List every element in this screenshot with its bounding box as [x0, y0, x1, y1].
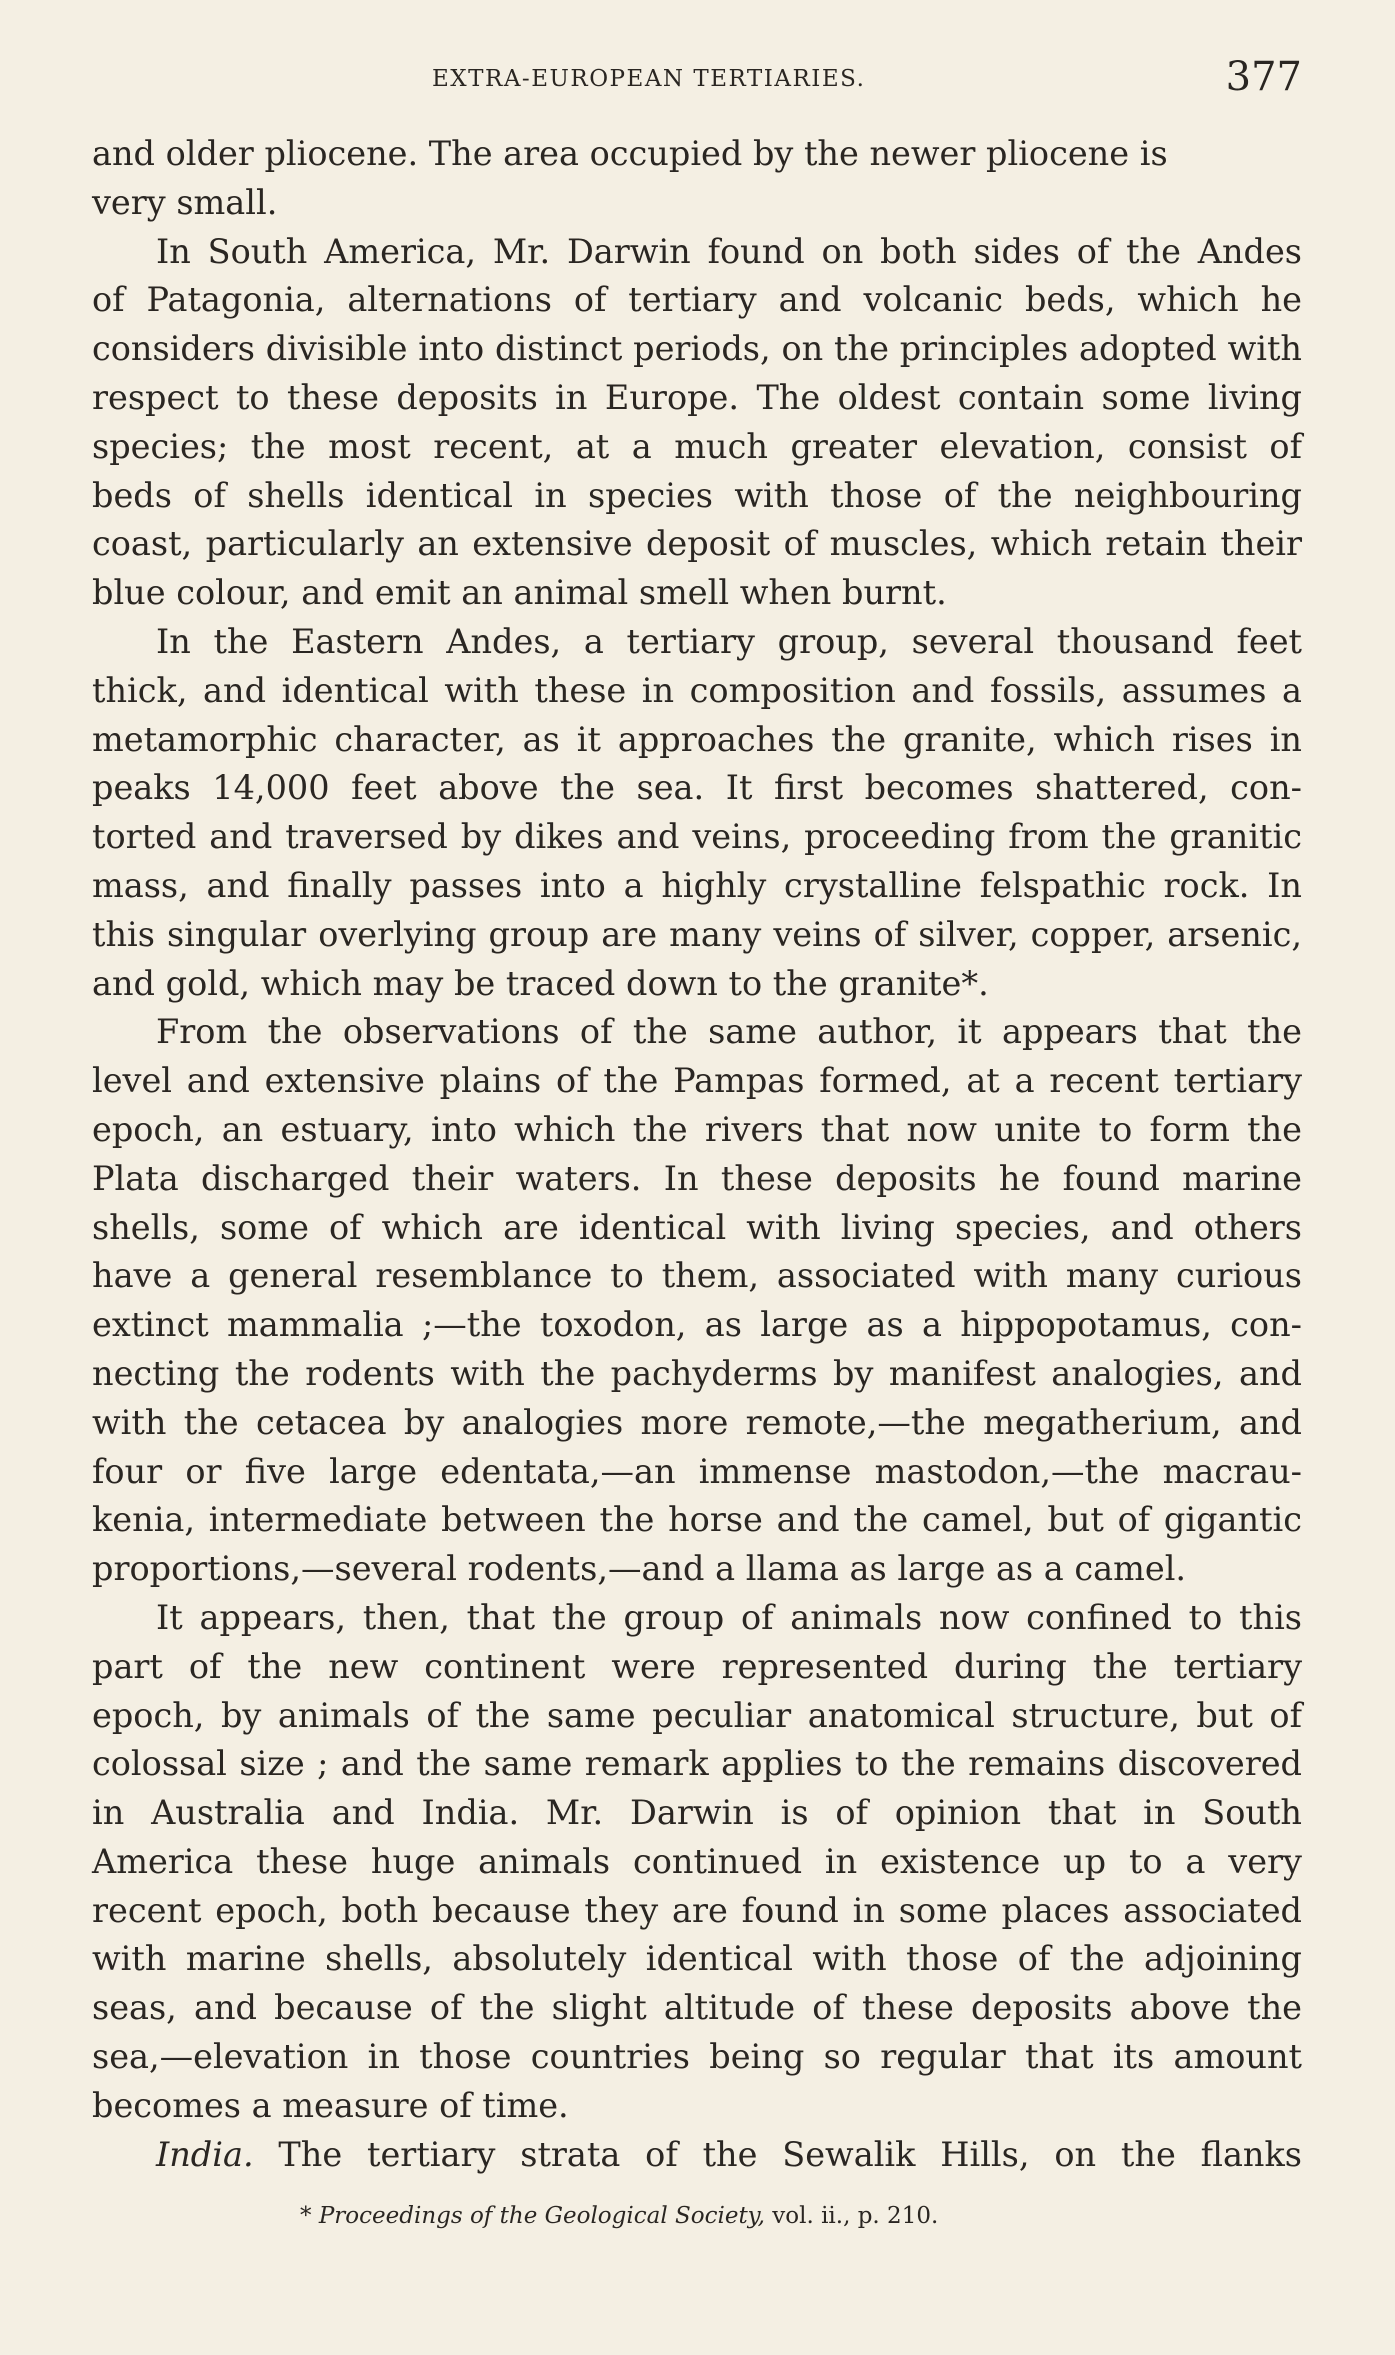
text-line: this singular overlying group are many veins of silver, copper, arsenic, [92, 914, 1302, 954]
text-line: colossal size ; and the same remark applies to the remains discovered [92, 1744, 1302, 1784]
text-line: four or five large edentata,—an immense mastodon,—the macrau- [92, 1451, 1302, 1491]
text-line: part of the new continent were represented during the tertiary [92, 1646, 1302, 1686]
text-line: Plata discharged their waters. In these deposits he found marine [92, 1158, 1302, 1198]
text-line: coast, particularly an extensive deposit of muscles, which retain their [92, 524, 1302, 564]
text-line: thick, and identical with these in composition and fossils, assumes a [92, 670, 1302, 710]
text-line: considers divisible into distinct periods, on the principles adopted with [92, 329, 1302, 369]
running-head: EXTRA-EUROPEAN TERTIARIES. [432, 66, 866, 92]
text-line: epoch, an estuary, into which the rivers that now unite to form the [92, 1109, 1302, 1149]
text-line: becomes a measure of time. [92, 2085, 569, 2125]
text-line: with marine shells, absolutely identical with those of the adjoining [92, 1939, 1302, 1979]
text-line: level and extensive plains of the Pampas formed, at a recent tertiary [92, 1061, 1302, 1101]
text-line: necting the rodents with the pachyderms by manifest analogies, and [92, 1353, 1302, 1393]
text-line: species; the most recent, at a much greater elevation, consist of [92, 426, 1302, 466]
text-line: kenia, intermediate between the horse and the camel, but of gigantic [92, 1500, 1302, 1540]
text-line: It appears, then, that the group of animals now confined to this [156, 1597, 1302, 1637]
page-header [92, 54, 1302, 104]
text-line: shells, some of which are identical with living species, and others [92, 1207, 1302, 1247]
text-line: sea,—elevation in those countries being so regular that its amount [92, 2037, 1302, 2077]
text-line: proportions,—several rodents,—and a llama as large as a camel. [92, 1549, 1187, 1589]
text-line: mass, and finally passes into a highly crystalline felspathic rock. In [92, 865, 1302, 905]
text-line: From the observations of the same author, it appears that the [156, 1012, 1302, 1052]
footnote [300, 2203, 938, 2229]
text-line: recent epoch, both because they are found in some places associated [92, 1890, 1302, 1930]
text-line: and older pliocene. The area occupied by the newer pliocene is [92, 134, 1168, 173]
text-line: torted and traversed by dikes and veins, proceeding from the granitic [92, 817, 1302, 857]
section-heading-india: India. [156, 2134, 254, 2174]
text-line: blue colour, and emit an animal smell when burnt. [92, 573, 947, 613]
text-line: very small. [92, 182, 278, 222]
text-line: epoch, by animals of the same peculiar anatomical structure, but of [92, 1695, 1302, 1735]
text-line: In South America, Mr. Darwin found on both sides of the Andes [156, 231, 1302, 271]
footnote-mark: * [300, 2203, 319, 2229]
text-line: with the cetacea by analogies more remote,—the megatherium, and [92, 1402, 1302, 1442]
text-line: peaks 14,000 feet above the sea. It first becomes shattered, con- [92, 768, 1302, 808]
text-line: In the Eastern Andes, a tertiary group, several thousand feet [156, 621, 1302, 661]
text-line: beds of shells identical in species with those of the neighbouring [92, 475, 1302, 515]
text-line: and gold, which may be traced down to the granite*. [92, 963, 989, 1003]
text-line: have a general resemblance to them, associated with many curious [92, 1256, 1302, 1296]
text-line-india [92, 2131, 1302, 2180]
body-text [92, 130, 1302, 2179]
page-number: 377 [1225, 54, 1302, 100]
text-line: of Patagonia, alternations of tertiary and volcanic beds, which he [92, 280, 1302, 320]
text-line: America these huge animals continued in existence up to a very [92, 1841, 1302, 1881]
text-line: extinct mammalia ;—the toxodon, as large as a hippopotamus, con- [92, 1305, 1302, 1345]
text-line: in Australia and India. Mr. Darwin is of opinion that in South [92, 1793, 1302, 1833]
footnote-ref: vol. ii., p. 210. [764, 2203, 939, 2229]
footnote-source: Proceedings of the Geological Society, [318, 2203, 765, 2229]
text-line: respect to these deposits in Europe. The oldest contain some living [92, 377, 1302, 417]
text-line: metamorphic character, as it approaches the granite, which rises in [92, 719, 1302, 759]
india-line-text: The tertiary strata of the Sewalik Hills, on the flanks [253, 2134, 1302, 2174]
text-line: seas, and because of the slight altitude of these deposits above the [92, 1988, 1302, 2028]
